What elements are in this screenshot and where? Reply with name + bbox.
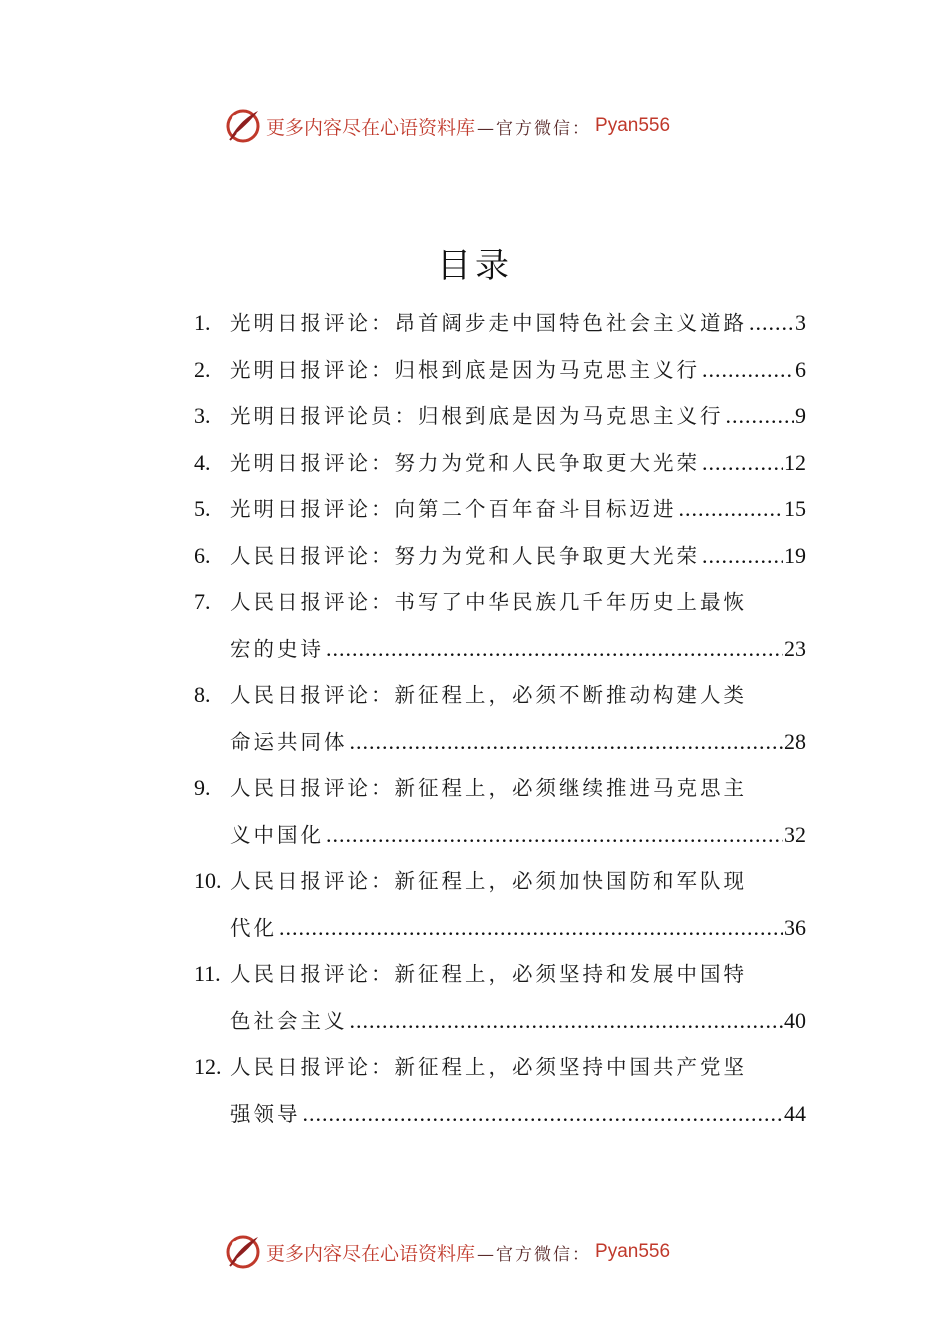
toc-page-number: 19 (784, 542, 806, 568)
toc-entry-title: 人民日报评论：书写了中华民族几千年历史上最恢 (230, 590, 747, 614)
toc-entry-number: 1. (194, 310, 211, 335)
header-banner (224, 106, 670, 146)
toc-page-number: 6 (795, 356, 806, 382)
toc-dot-leader (702, 347, 794, 394)
toc-dot-leader (350, 719, 784, 766)
toc-dot-leader (726, 393, 795, 440)
toc-entry-title: 人民日报评论：新征程上，必须坚持和发展中国特 (230, 962, 747, 986)
toc-entry-number: 4. (194, 449, 211, 475)
toc-entry-title-continued: 义中国化 (230, 822, 324, 847)
toc-entry[interactable] (194, 533, 806, 580)
toc-entry-title: 光明日报评论：昂首阔步走中国特色社会主义道路 (230, 311, 747, 335)
toc-entry-number: 11. (194, 961, 221, 986)
toc-entry[interactable] (194, 1044, 806, 1137)
toc-dot-leader (279, 905, 783, 952)
toc-dot-leader (326, 812, 783, 859)
toc-entry[interactable] (194, 347, 806, 394)
toc-entry[interactable] (194, 951, 806, 1044)
toc-entry-title-continued: 宏的史诗 (230, 636, 324, 661)
toc-entry-title: 人民日报评论：新征程上，必须继续推进马克思主 (230, 776, 747, 800)
banner-site-name: 更多内容尽在心语资料库 (266, 116, 476, 139)
toc-entry-title: 人民日报评论：努力为党和人民争取更大光荣 (230, 543, 700, 568)
toc-page-number: 9 (795, 403, 806, 428)
toc-entry-title: 人民日报评论：新征程上，必须加快国防和军队现 (230, 869, 747, 893)
banner-site-name: 更多内容尽在心语资料库 (266, 1242, 476, 1265)
banner-wechat-label: —官方微信： (477, 1244, 592, 1265)
footer-banner (224, 1232, 670, 1272)
toc-dot-leader (702, 440, 783, 487)
toc-dot-leader (303, 1091, 784, 1138)
toc-entry-number: 8. (194, 682, 211, 707)
toc-entry[interactable] (194, 765, 806, 858)
toc-entry-number: 7. (194, 589, 211, 614)
toc-entry[interactable] (194, 486, 806, 533)
banner-wechat-label: —官方微信： (477, 118, 592, 139)
toc-dot-leader (749, 300, 794, 347)
toc-dot-leader (350, 998, 784, 1045)
toc-entry-title: 光明日报评论：归根到底是因为马克思主义行 (230, 357, 700, 382)
toc-entry[interactable] (194, 300, 806, 347)
toc-entry[interactable] (194, 393, 806, 440)
toc-page-number: 15 (784, 496, 806, 521)
toc-page-number: 28 (784, 728, 806, 754)
toc-dot-leader (702, 533, 783, 580)
toc-dot-leader (679, 486, 784, 533)
toc-entry[interactable] (194, 672, 806, 765)
toc-page-number: 44 (784, 1100, 806, 1126)
feather-pen-logo-icon (224, 1233, 262, 1271)
toc-entry-number: 3. (194, 403, 211, 428)
banner-wechat-id: Pyan556 (595, 1241, 671, 1262)
toc-page-number: 12 (784, 449, 806, 475)
toc-page-number: 3 (795, 310, 806, 335)
toc-entry-title-continued: 色社会主义 (230, 1008, 348, 1033)
toc-entry[interactable] (194, 579, 806, 672)
toc-entry-number: 5. (194, 496, 211, 521)
toc-dot-leader (326, 626, 783, 673)
toc-entry-number: 2. (194, 356, 211, 382)
banner-wechat-id: Pyan556 (595, 115, 671, 136)
toc-entry-title: 人民日报评论：新征程上，必须坚持中国共产党坚 (230, 1055, 747, 1079)
toc-entry-number: 12. (194, 1054, 222, 1079)
toc-entry-title: 人民日报评论：新征程上，必须不断推动构建人类 (230, 683, 747, 707)
toc-page-number: 23 (784, 635, 806, 661)
toc-entry[interactable] (194, 858, 806, 951)
toc-page-number: 36 (784, 914, 806, 940)
toc-entry-title-continued: 命运共同体 (230, 729, 348, 754)
toc-entry[interactable] (194, 440, 806, 487)
toc-entry-title: 光明日报评论：向第二个百年奋斗目标迈进 (230, 497, 677, 521)
toc-entry-number: 9. (194, 775, 211, 800)
toc-entry-title: 光明日报评论：努力为党和人民争取更大光荣 (230, 450, 700, 475)
toc-entry-title-continued: 强领导 (230, 1101, 301, 1126)
toc-page-number: 32 (784, 821, 806, 847)
toc-page-number: 40 (784, 1007, 806, 1033)
feather-pen-logo-icon (224, 107, 262, 145)
table-of-contents (194, 300, 806, 1137)
toc-entry-title: 光明日报评论员：归根到底是因为马克思主义行 (230, 404, 724, 428)
toc-entry-number: 6. (194, 542, 211, 568)
toc-title: 目录 (437, 246, 513, 286)
toc-entry-number: 10. (194, 868, 222, 893)
toc-entry-title-continued: 代化 (230, 915, 277, 940)
